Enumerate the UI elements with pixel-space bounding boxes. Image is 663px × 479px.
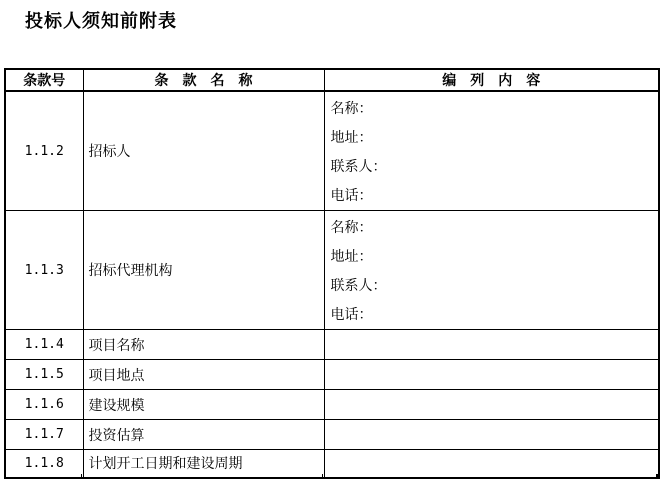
- clause-name-cell: 项目名称: [83, 330, 324, 360]
- content-line: 名称：: [330, 101, 373, 117]
- clipped-next-row-border: [322, 474, 323, 478]
- table-row: [5, 420, 659, 450]
- clause-name-cell: 投资估算: [83, 420, 324, 450]
- clause-name-cell: 建设规模: [83, 390, 324, 420]
- clipped-next-row-border: [81, 474, 82, 478]
- clipped-next-row-border: [656, 474, 658, 478]
- content-line: 联系人：: [330, 159, 387, 175]
- content-line: 电话：: [330, 307, 373, 323]
- content-cell: [324, 420, 659, 450]
- column-header-content: 编 列 内 容: [324, 69, 659, 91]
- content-line: 地址：: [330, 130, 373, 146]
- column-header-clause-no: 条款号: [5, 69, 83, 91]
- clipped-next-row-border: [4, 474, 6, 478]
- table-row: [5, 450, 659, 478]
- table-row: [5, 360, 659, 390]
- content-line: 电话：: [330, 188, 373, 204]
- table-row: [5, 91, 659, 211]
- clause-no-cell: 1.1.8: [5, 450, 83, 478]
- page-title: 投标人须知前附表: [25, 11, 177, 31]
- table-row: [5, 211, 659, 330]
- content-line: 地址：: [330, 249, 373, 265]
- clauses-table: [4, 68, 660, 479]
- content-cell: [324, 91, 659, 211]
- content-cell: [324, 330, 659, 360]
- clause-name-cell: 计划开工日期和建设周期: [83, 450, 324, 478]
- clause-name-cell: 招标代理机构: [83, 211, 324, 330]
- content-line: 联系人：: [330, 278, 387, 294]
- content-cell: [324, 390, 659, 420]
- table-row: [5, 390, 659, 420]
- clause-no-cell: 1.1.3: [5, 211, 83, 330]
- content-cell: [324, 211, 659, 330]
- table-header-row: [5, 69, 659, 91]
- clause-no-cell: 1.1.2: [5, 91, 83, 211]
- table-row: [5, 330, 659, 360]
- column-header-clause-name: 条 款 名 称: [83, 69, 324, 91]
- content-cell: [324, 450, 659, 478]
- clause-no-cell: 1.1.7: [5, 420, 83, 450]
- content-line: 名称：: [330, 220, 373, 236]
- clause-no-cell: 1.1.5: [5, 360, 83, 390]
- content-cell: [324, 360, 659, 390]
- clause-name-cell: 项目地点: [83, 360, 324, 390]
- clause-no-cell: 1.1.4: [5, 330, 83, 360]
- clause-name-cell: 招标人: [83, 91, 324, 211]
- clause-no-cell: 1.1.6: [5, 390, 83, 420]
